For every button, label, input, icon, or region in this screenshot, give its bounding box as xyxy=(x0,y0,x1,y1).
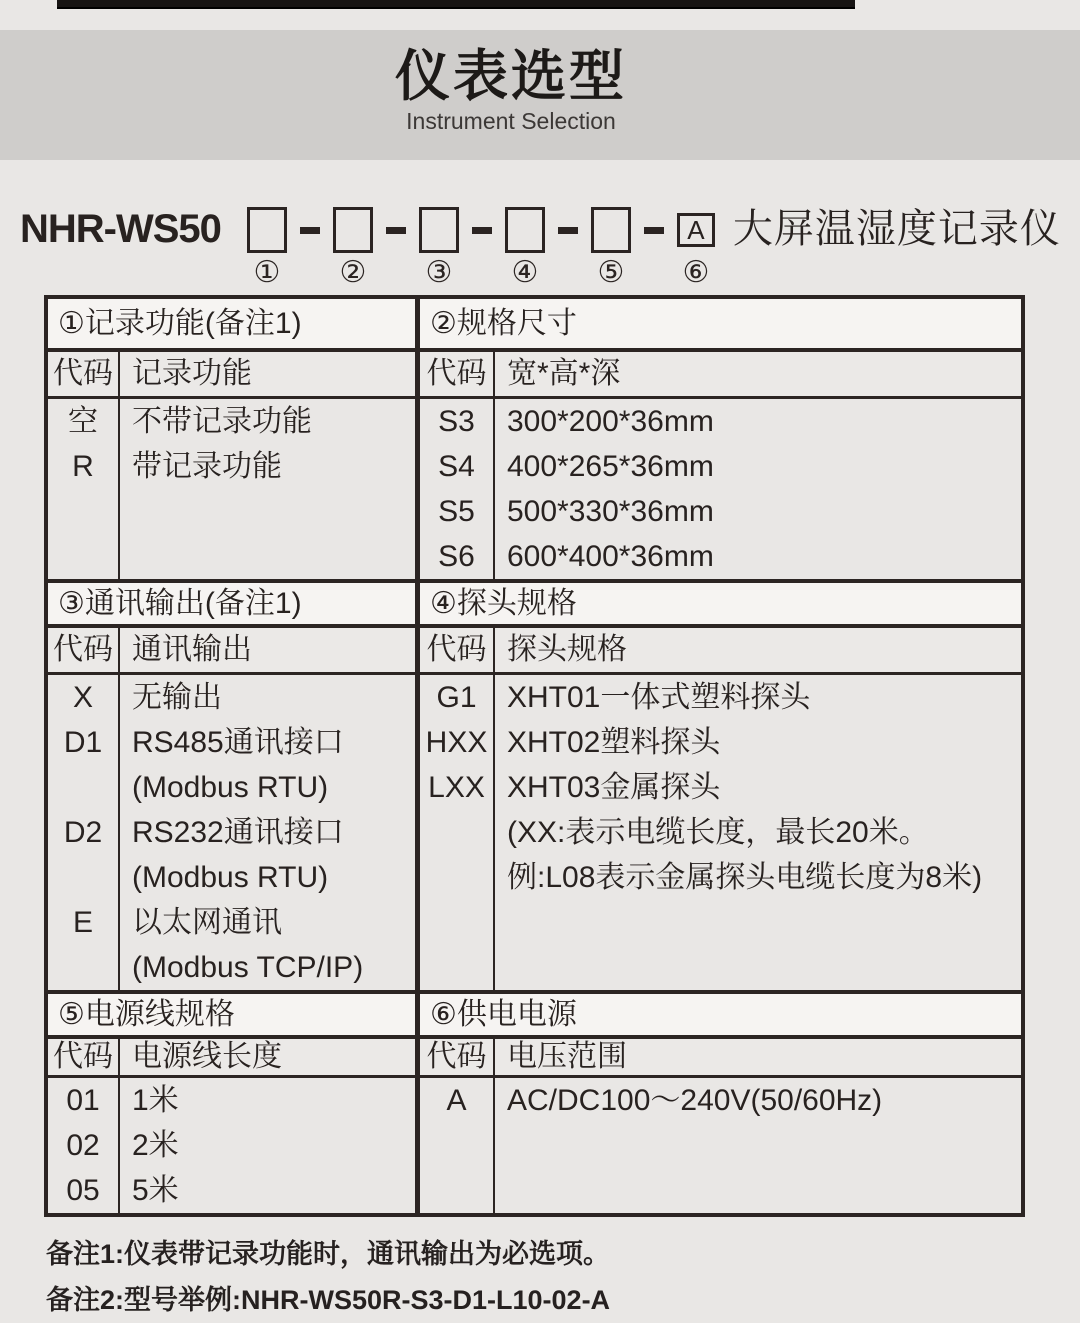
section-5-code-header: 代码 xyxy=(48,1039,120,1075)
section-3-code-header: 代码 xyxy=(48,628,120,672)
section-header-row-1-2 xyxy=(48,299,1021,352)
dash-separator xyxy=(386,227,406,234)
footnote-2: 备注2:型号举例:NHR-WS50R-S3-D1-L10-02-A xyxy=(46,1285,611,1315)
slot-digit-5: ⑤ xyxy=(597,256,625,289)
body-row-5-6 xyxy=(48,1078,1021,1213)
dash-separator xyxy=(644,227,664,234)
cropped-image-strip xyxy=(57,0,855,9)
model-prefix: NHR-WS50 xyxy=(20,207,221,251)
section-header-row-3-4 xyxy=(48,583,1021,628)
column-header-row-1-2 xyxy=(48,352,1021,399)
section-6-codes: A xyxy=(420,1078,495,1213)
code-box-1 xyxy=(247,207,287,253)
section-2-codes: S3 S4 S5 S6 xyxy=(420,399,495,579)
footnote-1: 备注1:仪表带记录功能时，通讯输出为必选项。 xyxy=(46,1239,611,1269)
section-2-labels: 300*200*36mm 400*265*36mm 500*330*36mm 600*400*36mm xyxy=(507,405,714,573)
code-box-2 xyxy=(333,207,373,253)
footnotes xyxy=(46,1231,1025,1323)
section-4-title: ④探头规格 xyxy=(420,583,1021,624)
title-band xyxy=(0,30,1080,160)
slot-digit-3: ③ xyxy=(425,256,453,289)
section-4-code-header: 代码 xyxy=(420,628,495,672)
code-slot-6 xyxy=(677,213,715,288)
section-6-code-header: 代码 xyxy=(420,1039,495,1075)
code-slot-4 xyxy=(505,207,545,288)
code-box-5 xyxy=(591,207,631,253)
ordering-code-row xyxy=(20,196,1061,288)
body-row-3-4 xyxy=(48,675,1021,994)
selection-sheet xyxy=(44,295,1025,1323)
section-5-title: ⑤电源线规格 xyxy=(48,994,420,1035)
code-slot-2 xyxy=(333,207,373,288)
code-box-4 xyxy=(505,207,545,253)
section-5-label-header: 电源线长度 xyxy=(120,1039,420,1075)
section-3-label-header: 通讯输出 xyxy=(120,628,420,672)
dash-separator xyxy=(300,227,320,234)
section-4-label-header: 探头规格 xyxy=(495,628,1021,672)
selection-table xyxy=(44,295,1025,1217)
page-title: 仪表选型 xyxy=(394,45,627,107)
body-row-1-2 xyxy=(48,399,1021,583)
section-4-codes: G1 HXX LXX xyxy=(420,675,495,990)
section-5-codes: 01 02 05 xyxy=(48,1078,120,1213)
section-2-code-header: 代码 xyxy=(420,352,495,396)
code-slot-5 xyxy=(591,207,631,288)
page-subtitle: Instrument Selection xyxy=(406,108,616,134)
section-header-row-5-6 xyxy=(48,994,1021,1039)
dash-separator xyxy=(472,227,492,234)
section-4-labels: XHT01一体式塑料探头 XHT02塑料探头 XHT03金属探头 (XX:表示电缆长度，最长20米。 例:L08表示金属探头电缆长度为8米) xyxy=(507,681,983,894)
section-3-labels: 无输出 RS485通讯接口 (Modbus RTU) RS232通讯接口 (Modbus RTU) 以太网通讯 (Modbus TCP/IP) xyxy=(120,675,420,990)
column-header-row-5-6 xyxy=(48,1039,1021,1078)
section-2-title: ②规格尺寸 xyxy=(420,299,1021,348)
section-3-title: ③通讯输出(备注1) xyxy=(48,583,420,624)
section-2-label-header: 宽*高*深 xyxy=(495,352,1021,396)
section-3-codes: X D1 D2 E xyxy=(48,675,120,990)
product-name: 大屏温湿度记录仪 xyxy=(732,207,1061,251)
slot-digit-1: ① xyxy=(253,256,281,289)
column-header-row-3-4 xyxy=(48,628,1021,675)
fixed-code-box: A xyxy=(677,213,715,247)
section-6-title: ⑥供电电源 xyxy=(420,994,1021,1035)
slot-digit-4: ④ xyxy=(511,256,539,289)
section-1-label-header: 记录功能 xyxy=(120,352,420,396)
code-box-3 xyxy=(419,207,459,253)
code-slot-3 xyxy=(419,207,459,288)
code-slot-1 xyxy=(247,207,287,288)
slot-digit-6: ⑥ xyxy=(682,256,710,289)
slot-digit-2: ② xyxy=(339,256,367,289)
section-1-code-header: 代码 xyxy=(48,352,120,396)
section-6-labels: AC/DC100～240V(50/60Hz) xyxy=(507,1084,883,1117)
section-1-labels: 不带记录功能 带记录功能 xyxy=(120,399,420,579)
section-1-title: ①记录功能(备注1) xyxy=(48,299,420,348)
dash-separator xyxy=(558,227,578,234)
section-6-label-header: 电压范围 xyxy=(495,1039,1021,1075)
section-1-codes: 空 R xyxy=(48,399,120,579)
section-5-labels: 1米 2米 5米 xyxy=(120,1078,420,1213)
